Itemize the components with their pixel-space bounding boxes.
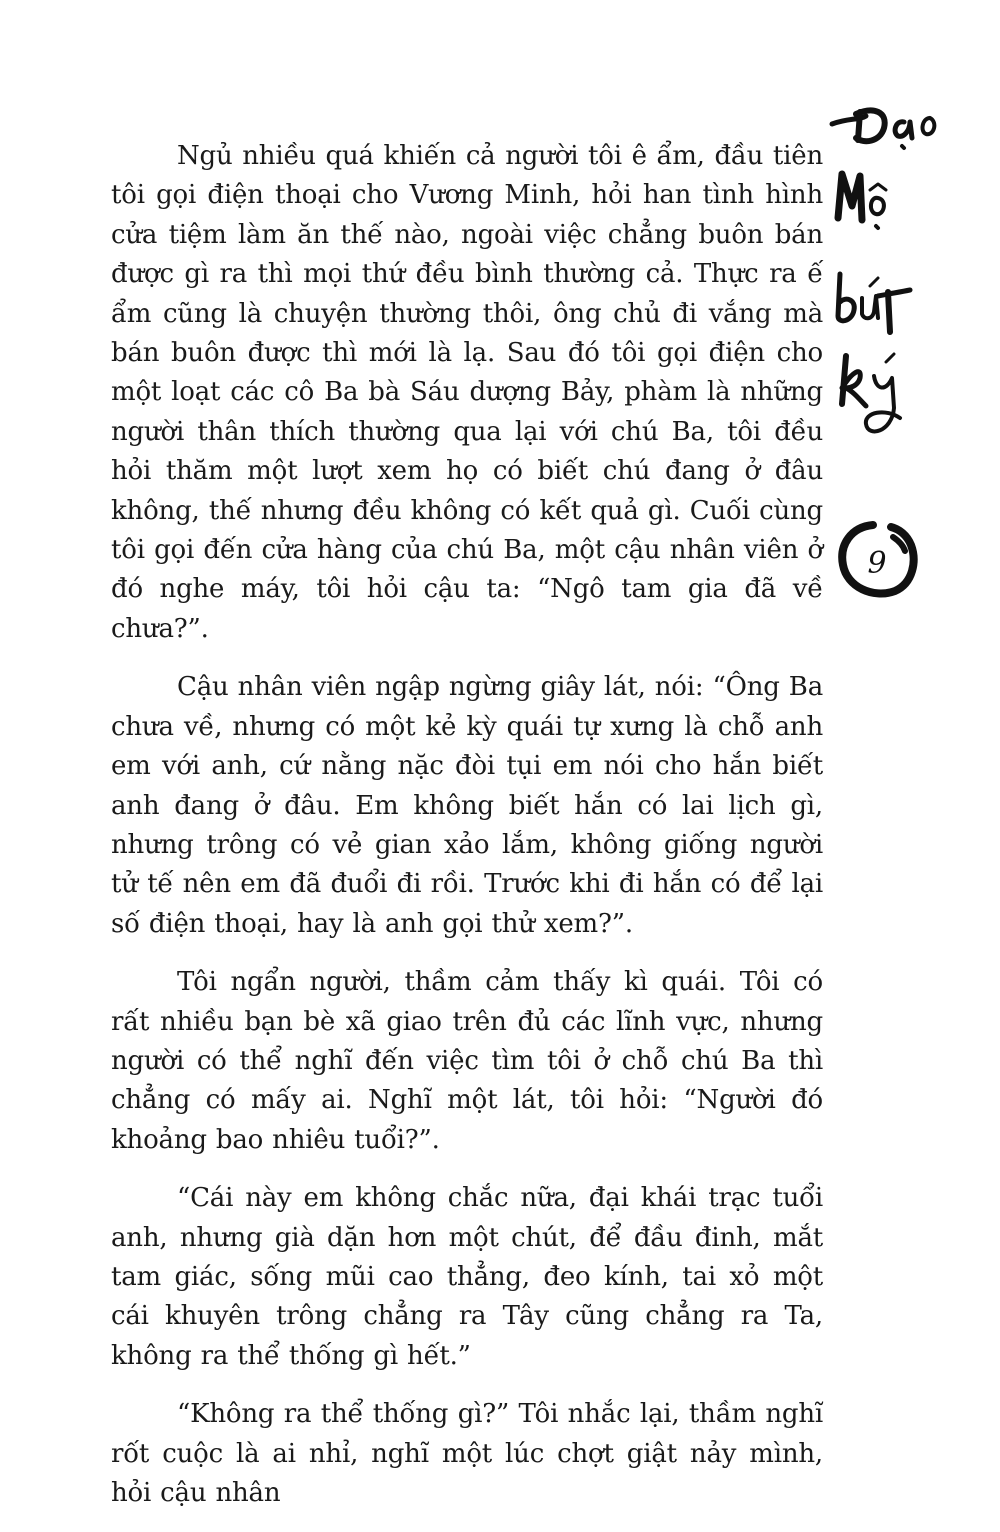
- body-text: [111, 137, 823, 1532]
- paragraph-5: “Không ra thể thống gì?” Tôi nhắc lại, thầm nghĩ rốt cuộc là ai nhỉ, nghĩ một lúc chợt giật nảy mình, hỏi cậu nhân: [111, 1399, 823, 1508]
- paragraph-2: Cậu nhân viên ngập ngừng giây lát, nói: “Ông Ba chưa về, nhưng có một kẻ kỳ quái tự xưng là chỗ anh em với anh, cứ nằng nặc đòi tụi em nói cho hắn biết anh đang ở đâu. Em không biết hắn có lai lịch gì, nhưng trông có vẻ gian xảo lắm, không giống người tử tế nên em đã đuổi đi rồi. Trước khi đi hắn có để lại số điện thoại, hay là anh gọi thử xem?”.: [111, 672, 823, 939]
- page-number-badge: [833, 515, 923, 605]
- page-number: 9: [867, 546, 887, 581]
- paragraph-4: “Cái này em không chắc nữa, đại khái trạc tuổi anh, nhưng già dặn hơn một chút, để đầu đinh, mắt tam giác, sống mũi cao thẳng, đeo kính, tai xỏ một cái khuyên trông chẳng ra Tây cũng chẳng ra Ta, không ra thể thống gì hết.”: [111, 1183, 823, 1371]
- paragraph-3: Tôi ngẩn người, thầm cảm thấy kì quái. Tôi có rất nhiều bạn bè xã giao trên đủ các lĩnh vực, nhưng người có thể nghĩ đến việc tìm tôi ở chỗ chú Ba thì chẳng có mấy ai. Nghĩ một lát, tôi hỏi: “Người đó khoảng bao nhiêu tuổi?”.: [111, 967, 823, 1155]
- calligraphy-title-logo: [826, 88, 991, 448]
- paragraph-1: Ngủ nhiều quá khiến cả người tôi ê ẩm, đầu tiên tôi gọi điện thoại cho Vương Minh, hỏi han tình hình cửa tiệm làm ăn thế nào, ngoài việc chẳng buôn bán được gì ra thì mọi thứ đều bình thường cả. Thực ra ế ẩm cũng là chuyện thường thôi, ông chủ đi vắng mà bán buôn được thì mới là lạ. Sau đó tôi gọi điện cho một loạt các cô Ba bà Sáu dượng Bảy, phàm là những người thân thích thường qua lại với chú Ba, tôi đều hỏi thăm một lượt xem họ có biết chú đang ở đâu không, thế nhưng đều không có kết quả gì. Cuối cùng tôi gọi đến cửa hàng của chú Ba, một cậu nhân viên ở đó nghe máy, tôi hỏi cậu ta: “Ngô tam gia đã về chưa?”.: [111, 141, 823, 644]
